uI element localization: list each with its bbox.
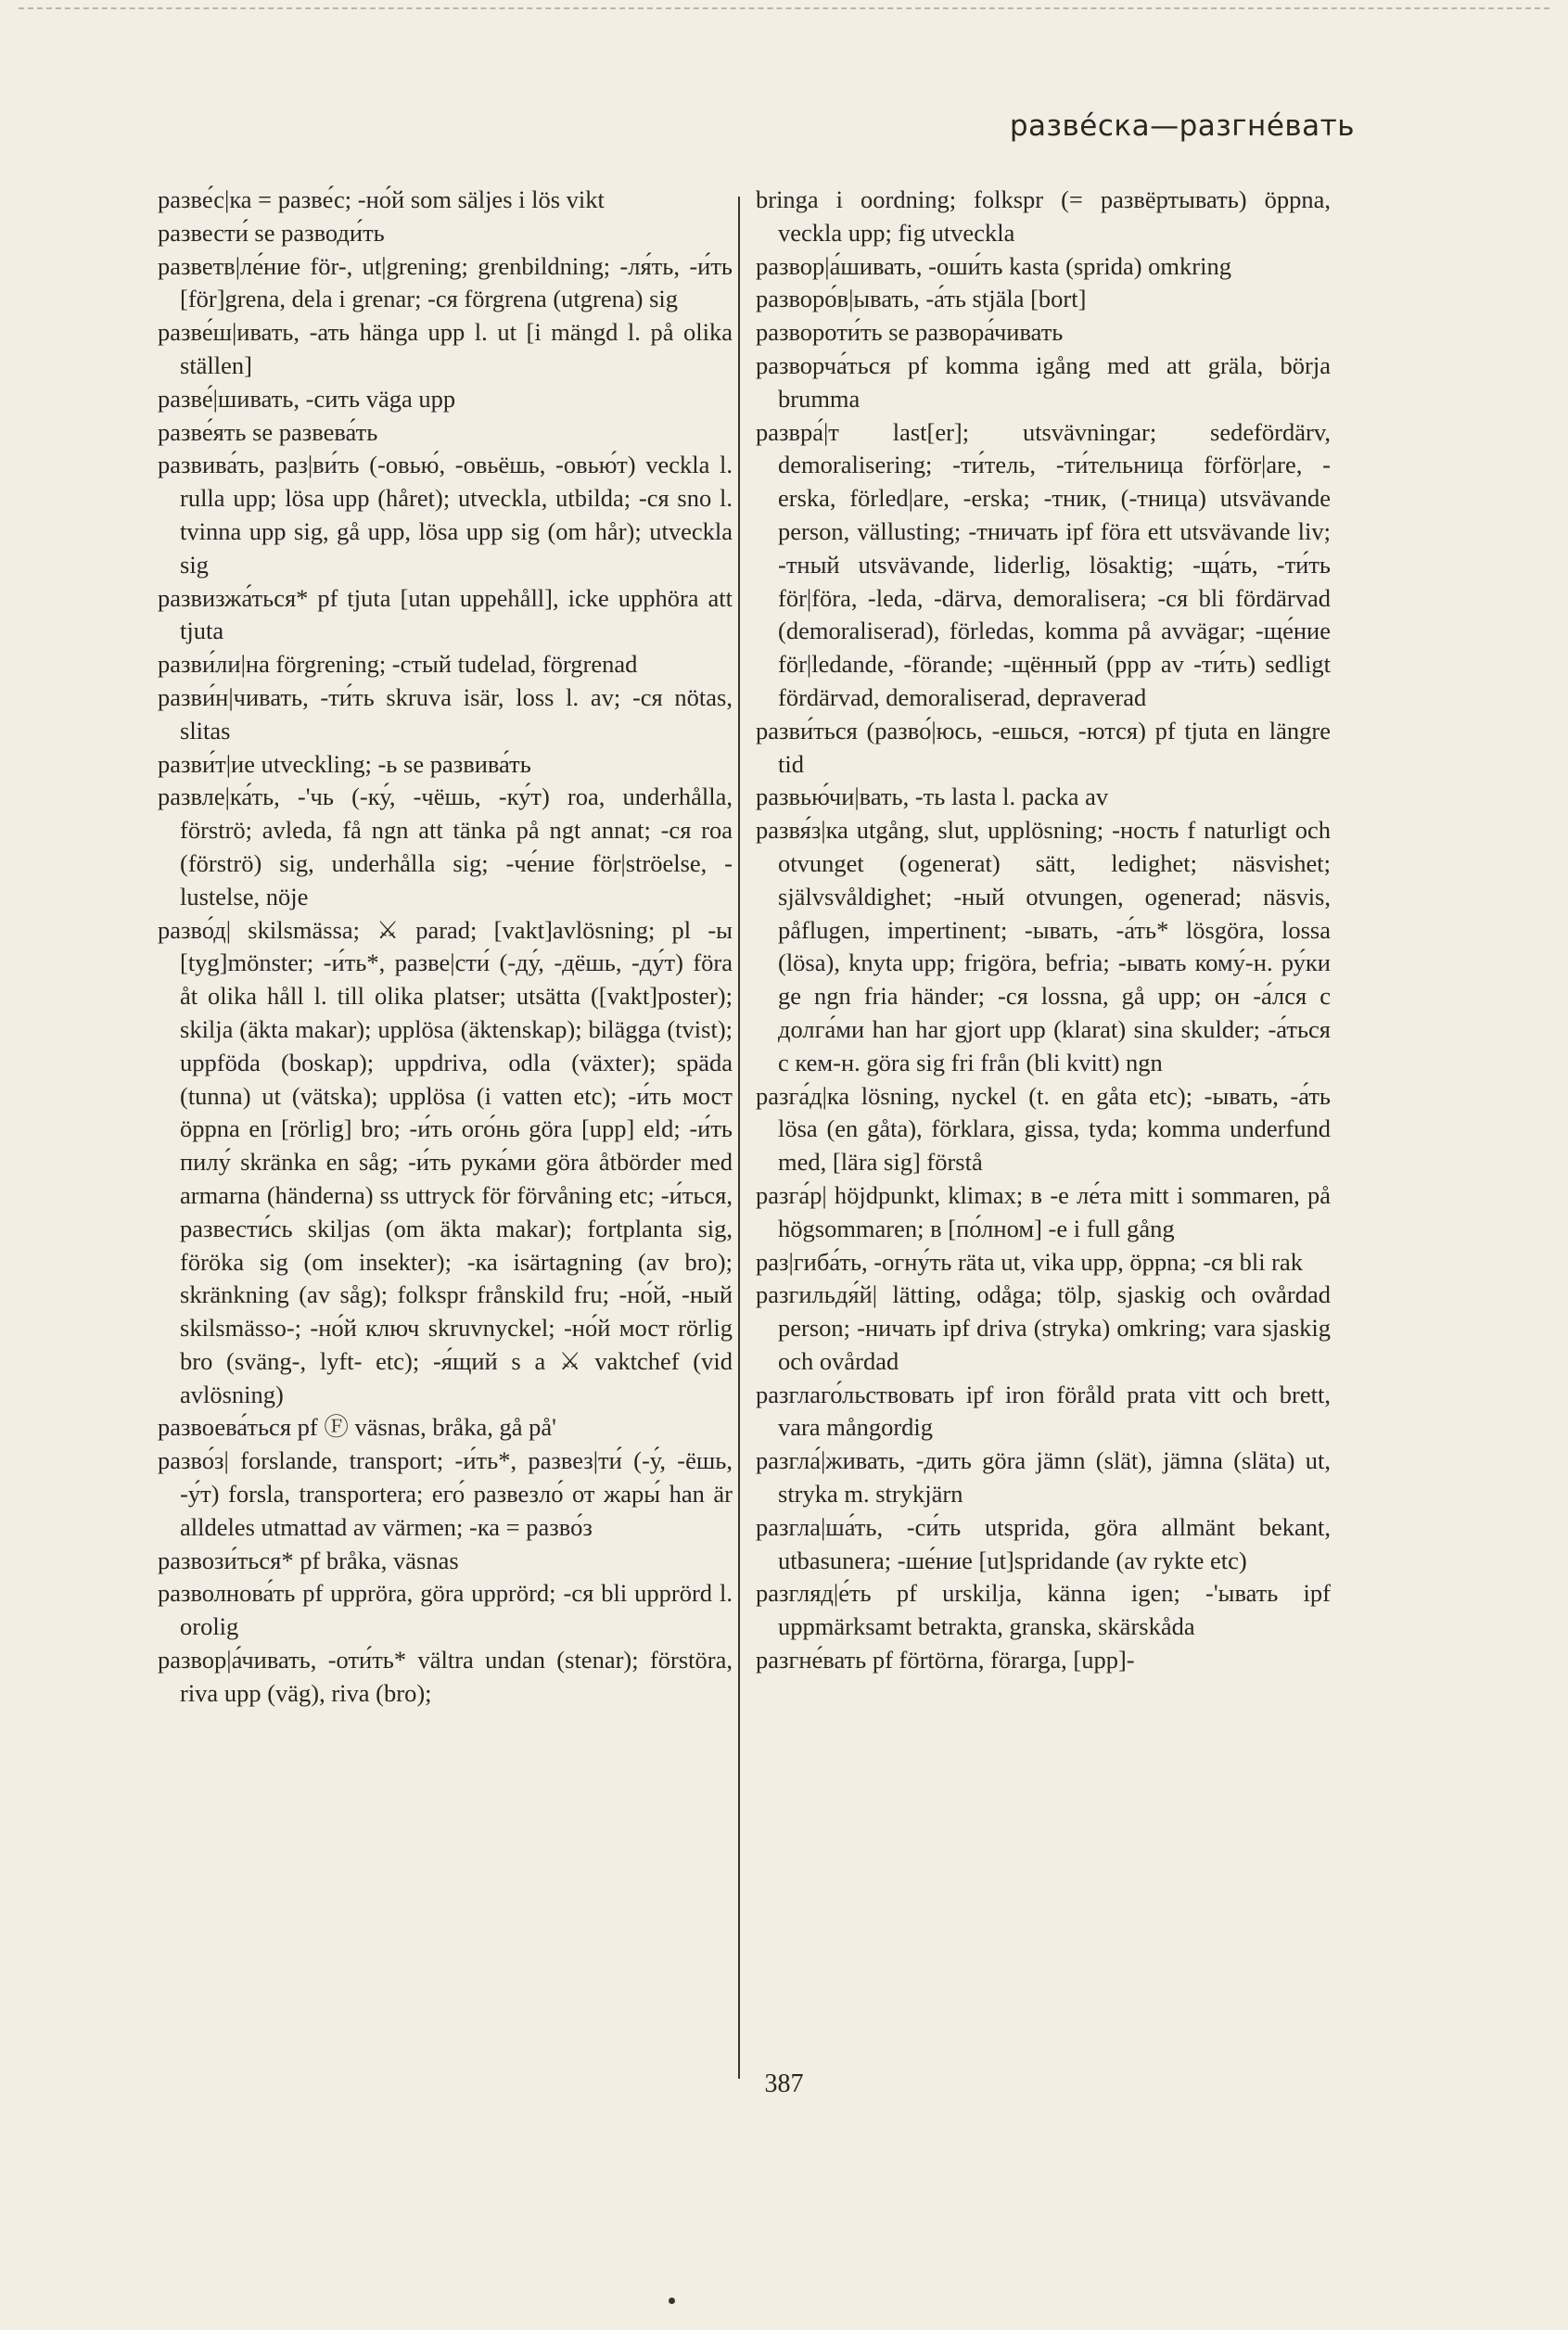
entry-text: разволнова́ть pf uppröra, göra upprörd; -ся bli upprörd l. orolig (158, 1579, 733, 1641)
entry-text: раз|гиба́ть, -огну́ть räta ut, vika upp, öppna; -ся bli rak (756, 1247, 1304, 1276)
dictionary-entry (756, 416, 1331, 715)
entry-text: разви́н|чивать, -ти́ть skruva isär, loss l. av; -ся nötas, slitas (158, 682, 733, 745)
dictionary-entry (756, 184, 1331, 250)
entry-text: разглаго́льствовать ipf iron föråld prata vitt och brett, vara mångordig (756, 1380, 1331, 1442)
entry-text: разве́с|ка = разве́с; -но́й som säljes i lös vikt (158, 185, 605, 213)
dictionary-entry (158, 914, 733, 1412)
dictionary-entry (158, 681, 733, 748)
entry-text: разга́д|ка lösning, nyckel (t. en gåta etc); -ывать, -а́ть lösa (en gåta), förklara, gissa, tyda; komma underfund med, [lära sig] förstå (756, 1081, 1331, 1177)
print-dot (669, 2298, 675, 2304)
dictionary-entry (158, 316, 733, 383)
dictionary-entry (756, 1179, 1331, 1246)
dictionary-entry (158, 648, 733, 681)
dictionary-entry (158, 1411, 733, 1445)
entry-text: bringa i oordning; folkspr (= развёртывать) öppna, veckla upp; fig utveckla (756, 185, 1331, 247)
dictionary-entry (756, 1511, 1331, 1578)
entry-text: развор|а́чивать, -оти́ть* vältra undan (stenar); förstöra, riva upp (väg), riva (bro); (158, 1646, 733, 1707)
entry-text: развор|а́шивать, -оши́ть kasta (sprida) omkring (756, 251, 1231, 280)
entry-text: разгильдя́й| lätting, odåga; tölp, sjaskig och ovårdad person; -ничать ipf driva (stryka) omkring; vara sjaskig och ovårdad (756, 1280, 1331, 1375)
dictionary-entry (756, 715, 1331, 782)
entry-text: разгляд|е́ть pf urskilja, känna igen; -'ывать ipf uppmärksamt betrakta, granska, skärskåda (756, 1579, 1331, 1641)
entry-text: разгне́вать pf förtörna, förarga, [upp]- (756, 1646, 1135, 1674)
entry-text: развоева́ться pf Ⓕ väsnas, bråka, gå på' (158, 1413, 556, 1442)
dictionary-entry (756, 1246, 1331, 1280)
entry-text: развле|ка́ть, -'чь (-ку́, -чёшь, -ку́т) roa, underhålla, förströ; avleda, få ngn att tänka på ngt annat; -ся roa (förströ) sig, underhålla sig; -че́ние för|ströelse, -lustelse, nöje (158, 783, 733, 910)
dictionary-entry (158, 1445, 733, 1544)
entry-text: разгла|ша́ть, -си́ть utsprida, göra allmänt bekant, utbasunera; -ше́ние [ut]spridande (av rykte etc) (756, 1512, 1331, 1574)
entry-text: развра́|т last[er]; utsvävningar; sedefördärv, demoralisering; -ти́тель, -ти́тельница förför|are, -erska, förled|are, -erska; -тник, (-тница) utsvävande person, vällusting; -тничать ipf föra ett utsvävande liv; -тный utsvävande, liderlig, lösaktig; -ща́ть, -ти́ть för|föra, -leda, -därva, demoralisera; -ся bli fördärvad (demoraliserad), förledas, komma på avvägar; -ще́ние för|ledande, -förande; -щённый (ppp av -ти́ть) sedligt fördärvad, demoraliserad, depraverad (756, 417, 1331, 711)
entry-text: развизжа́ться* pf tjuta [utan uppehåll], icke upphöra att tjuta (158, 583, 733, 645)
entry-text: разга́р| höjdpunkt, klimax; в -е ле́та mitt i sommaren, på högsommaren; в [по́лном] -е i full gång (756, 1180, 1331, 1242)
dictionary-entry (158, 1577, 733, 1644)
column-divider (738, 197, 740, 2079)
dictionary-entry (756, 1279, 1331, 1378)
dictionary-entry (756, 350, 1331, 416)
dictionary-entry (158, 217, 733, 250)
dictionary-entry (756, 1644, 1331, 1677)
entry-text: разви́ли|на förgrening; -стый tudelad, förgrenad (158, 650, 638, 679)
dictionary-entry (756, 814, 1331, 1079)
entry-text: развя́з|ка utgång, slut, upplösning; -ность f naturligt och otvunget (ogenerat) sätt, ledighet; näsvishet; självsvåldighet; -ный otvungen, ogenerad; näsvis, påflugen, impertinent; -ывать, -а́ть* lösgöra, lossa (lösa), knyta upp; frigöra, befria; -ывать кому́-н. ру́ки ge ngn fria händer; -ся lossna, gå upp; он -а́лся с долга́ми han har gjort upp (klarat) sina skulder; -а́ться с кем-н. göra sig fri från (bli kvitt) ngn (756, 816, 1331, 1076)
dictionary-entry (158, 781, 733, 913)
left-column (158, 184, 733, 1711)
entry-text: разво́з| forslande, transport; -и́ть*, развез|ти́ (-у́, -ёшь, -у́т) forsla, transportera; его́ развезло́ от жары́ han är alldeles utmattad av värmen; -ка = разво́з (158, 1446, 733, 1541)
right-column (756, 184, 1331, 1677)
dictionary-entry (756, 250, 1331, 284)
dictionary-entry (756, 283, 1331, 316)
dictionary-entry (158, 1644, 733, 1711)
entry-text: разве́ять se развева́ть (158, 417, 378, 446)
dictionary-entry (158, 184, 733, 217)
entry-text: развороти́ть se развора́чивать (756, 318, 1064, 347)
dictionary-entry (158, 250, 733, 317)
entry-text: разви́ться (разво́|юсь, -ешься, -ются) pf tjuta en längre tid (756, 716, 1331, 778)
dictionary-entry (158, 582, 733, 649)
dictionary-entry (756, 1577, 1331, 1644)
running-head: разве́ска—разгне́вать (1009, 109, 1355, 143)
dictionary-entry (756, 1379, 1331, 1445)
dictionary-entry (756, 316, 1331, 350)
entry-text: развести́ se разводи́ть (158, 218, 385, 247)
dictionary-entry (158, 449, 733, 581)
entry-text: развива́ть, раз|ви́ть (-овью́, -овьёшь, -овью́т) veckla l. rulla upp; lösa upp (håret); utveckla, utbilda; -ся sno l. tvinna upp sig, gå upp, lösa upp sig (om hår); utveckla sig (158, 451, 733, 579)
entry-text: развью́чи|вать, -ть lasta l. packa av (756, 783, 1109, 811)
entry-text: разворо́в|ывать, -а́ть stjäla [bort] (756, 285, 1087, 313)
dictionary-entry (756, 781, 1331, 814)
entry-text: разво́д| skilsmässa; ⚔ parad; [vakt]avlösning; pl -ы [tyg]mönster; -и́ть*, разве|сти́ (-ду́, -дёшь, -ду́т) föra åt olika håll l. till olika platser; utsätta ([vakt]poster); skilja (äkta makar); upplösa (äktenskap); bilägga (tvist); uppföda (boskap); uppdriva, odla (växter); späda (tunna) ut (vätska); upplösa (i vatten etc); -и́ть мост öppna en [rörlig] bro; -и́ть ого́нь göra [upp] eld; -и́ть пилу́ skränka en såg; -и́ть рука́ми göra åtbörder med armarna (händerna) ss uttryck för förvåning etc; -и́ться, развести́сь skiljas (om äkta makar); fortplanta sig, föröka sig (om insekter); -ка isärtagning (av bro); skränkning (av såg); folkspr frånskild fru; -но́й, -ный skilsmässo-; -но́й ключ skruvnyckel; -но́й мост rörlig bro (sväng-, lyft- etc); -я́щий s a ⚔ vaktchef (vid avlösning) (158, 915, 733, 1408)
dictionary-entry (158, 748, 733, 782)
dictionary-entry (158, 1545, 733, 1578)
dictionary-entry (158, 416, 733, 450)
dictionary-entry (756, 1080, 1331, 1179)
entry-text: разгла́|живать, -дить göra jämn (slät), jämna (släta) ut, stryka m. strykjärn (756, 1446, 1331, 1509)
entry-text: разветв|ле́ние för-, ut|grening; grenbildning; -ля́ть, -и́ть [för]grena, dela i grenar; -ся förgrena (utgrena) sig (158, 251, 733, 313)
dictionary-entry (756, 1445, 1331, 1511)
top-edge-rule (19, 7, 1549, 9)
entry-text: развози́ться* pf bråka, väsnas (158, 1546, 459, 1574)
page-number: 387 (764, 2069, 804, 2098)
entry-text: разви́т|ие utveckling; -ь se развива́ть (158, 749, 531, 778)
entry-text: разворча́ться pf komma igång med att gräla, börja brumma (756, 350, 1331, 413)
entry-text: разве́ш|ивать, -ать hänga upp l. ut [i mängd l. på olika ställen] (158, 318, 733, 379)
entry-text: разве́|шивать, -сить väga upp (158, 384, 456, 413)
dictionary-entry (158, 383, 733, 416)
